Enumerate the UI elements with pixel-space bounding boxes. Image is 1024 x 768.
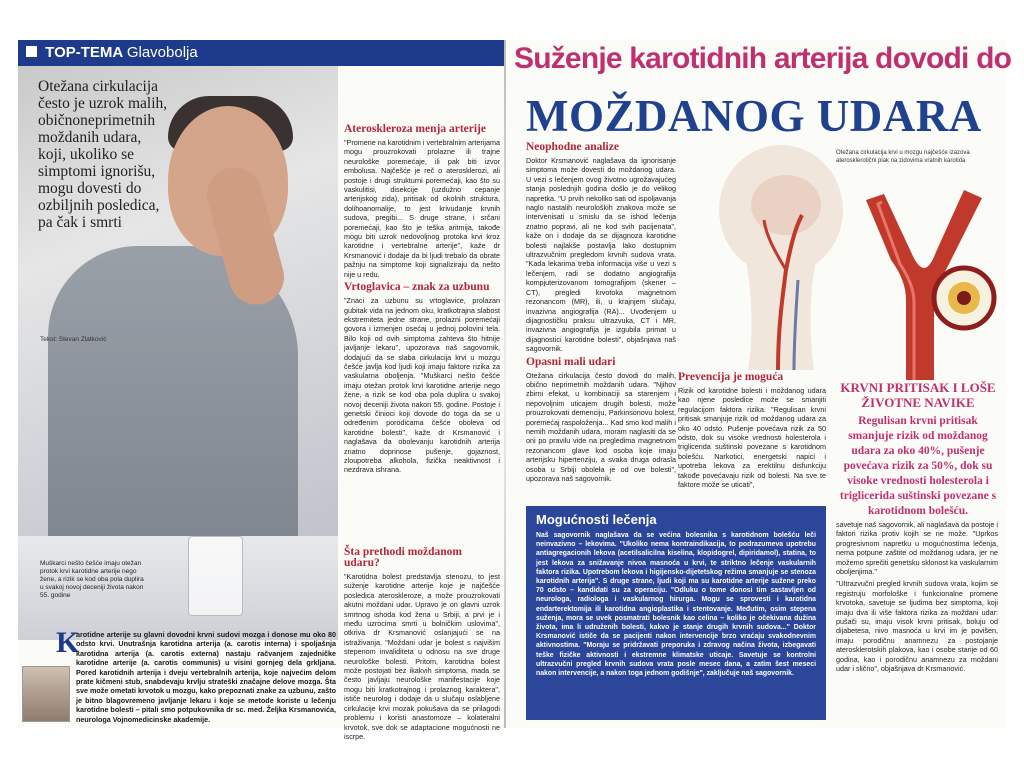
right-column-1 (526, 140, 676, 486)
author-credit: Tekst: Stevan Zlatković (40, 336, 107, 343)
paragraph: Otežana cirkulacija često dovodi do malih, obično neprimetnih moždanih udara. "Njihov zbirni efekat, u kombinaciji sa starenjem i nepovoljnim uticajem drugih bolesti, može prouzrokovati demenciju, Parkinsonovu bolest, poremećaj raspoloženja... Kad smo kod malih i nemih moždanih udara, moram naglasiti da se oni po pravilu vide na pregledima magnetnom rezonancom glave kod osoba koje imaju arterijsku hipertenziju, a svaka druga odrasla osoba u Srbiji oboleła je od ove bolesti", upozorava naš sagovornik. (526, 370, 676, 483)
section-header (18, 40, 504, 66)
subheading: Ateroskleroza menja arterije (344, 123, 486, 135)
right-column-3 (836, 520, 998, 677)
paragraph: "Promene na karotidnim i vertebralnim arterijama mogu prouzrokovati prolazne ili trajne neurološke poremećaje, ili pak biti izvor embolusa. Najčešće je reč o aterosklerozi, ali postoje i drugi strukturni poremećaji, kao što su vaskulitisi, disekcije (uzdužno cepanje arterijskog zida), pritisak od okolnih struktura, dolihoanomalije, to jest krivudanje krvnih sudova, pregibi... S druge strane, i srčani poremećaji, kao što je teška aritmija, takođe mogu biti uzrok nedovoljnog protoka krvi kroz karotidne i vertebralne arterije", kaže dr Krsmanović i dodaje da bi ljudi trebalo da obrate pažnju na simptome koji signaliziraju da nešto nije u redu. (344, 138, 500, 279)
paragraph: "Karotidna bolest predstavlja stenozu, to jest suženje karotidne arterije koje je najčešće posledica ateroskleroze, a može prouzrokovati akutni moždani udar. Upravo je on glavni uzrok smrtnog ishoda kod žena u Srbiji, a prvi je i među uzrocima smrti u bolničkim uslovima", otkriva dr Krsmanović oslanjajući se na istraživanja. "Moždani udar je bolest s najvišim stepenom invaliditeta u odnosu na sve druge neurološke bolesti. Pritom, karotidna bolest može postojati bez ikakvih simptoma, mada se često javljaju neurološke manifestacije koje mogu biti kratkotrajnog i prolaznog karaktera", ističe neurolog i dodaje da u slučaju oslabljene cirkulacije krvi mozak pokušava da se prilagodi problemu i koristi anastomoze – kolateralni krvotok, sve dok se adaptacione mogućnosti ne iscrpe. (344, 572, 500, 741)
left-column-2 (344, 122, 500, 478)
subheading: Opasni mali udari (526, 355, 616, 368)
water-glass-icon (188, 536, 243, 616)
subheading: Prevencija je moguća (678, 371, 784, 383)
treatment-box-heading: Mogućnosti lečenja (536, 512, 657, 527)
right-column-2 (678, 370, 826, 492)
headline-line-1: Suženje karotidnih arterija dovodi do (514, 42, 1012, 75)
carotid-plaque-illustration (836, 180, 1006, 380)
lead-text: arotidne arterije su glavni dovodni krvni sudovi mozga i donose mu oko 80 odsto krvi. Unutrašnja karotidna arterija (a. carotis interna) i spoljašnja karotidna arterija (a. carotis externa) nastaju račvanjem zajedničke karotidne arterije (a. carotis communis) u visini gornjeg dela grkljana. Pored karotidnih arterija i dveju vertebralnih arterija, koje najvećim delom prate kičmeni stub, snabdevaju krvlju strateški značajne delove mozga. Šta sve može ometati krvotok u mozgu, kako prepoznati znake za uzbunu, zašto je bitno blagovremeno javljanje lekaru i koje se metode koriste u lečenju karotidne bolesti – pitali smo potpukovnika dr sc. med. Željka Krsmanovića, neurologa Vojnomedicinske akademije. (76, 630, 336, 724)
headline-line-2: MOŽDANOG UDARA (526, 91, 982, 141)
left-column-3 (344, 545, 500, 744)
paragraph: Doktor Krsmanović naglašava da ignorisanje simptoma može dovesti do moždanog udara. U vezi s lečenjem ovog životno ugrožavajućeg stanja poslednjih godina došlo je do velikog napretka. "U prvih nekoliko sati od ispoljavanja naglo nastalih neuroloških znakova može se intervenisati u smislu da se ishod lečenja znatno popravi, ali ne kod svih pacijenata", kaže on i dodaje da se dijagnoza karotidne bolesti najlakše postavlja lako dostupnim ultrazvučnim pregledom krvnih sudova vrata. "Kada lekarima treba informacija više u vezi s lečenjem, radi se dodatno angiografija kompjuterizovanom tomografijom (skener – CT), pregledi krvotoka magnetnom rezonancom (MR), ili, u krajnjem slučaju, invazivna angiografija (RA)... Uvođenjem u dijagnostičku praksu ultrazvuka, CT i MR, invazivna angiografija je izgubila primat u dijagnostici karotidne bolesti", objašnjava naš sagovornik. (526, 156, 676, 354)
illustration-caption: Otežana cirkulacija krvi u mozgu najčešće izazova aterosklerotični plak na zidovima vratnih karotida (836, 150, 970, 164)
treatment-box (526, 506, 826, 720)
square-bullet-icon (26, 46, 37, 57)
paragraph: "Znaci za uzbunu su vrtoglavice, prolazan gubitak vida na jednom oku, kratkotrajna slabost ekstremiteta jedne strane, prolazni poremećaji govora i izmenjen osećaj u jednoj polovini tela. Bilo koji od ovih simptoma zahteva što hitnije javljanje lekaru", upozorava naš sagovornik, dodajući da se slaba cirkulacija krvi u mozgu češće javlja kod ljudi koji imaju faktore rizika za vaskularna oboljenja. "Muškarci nešto češće imaju otežan protok krvi karotidne arterije nego žene, a rizik se kod oba pola duplira u svakoj novoj deceniji života nakon 55. godine. Postoje i genetski činioci koji dovode do toga da se u određenim porodicama češće oboleva od karotidne bolesti", kaže dr Krsmanović i naglašava da obolevanju karotidnih arterija znatno doprinose pušenje, gojaznost, zloupotreba alkohola, fizička neaktivnost i nezdrava ishrana. (344, 296, 500, 475)
paragraph: "Ultrazvučni pregled krvnih sudova vrata, kojim se registruju morfološke i funkcionalne promene krvotoka, savetuje se ljudima bez simptoma, koji imaju dva ili više faktora rizika za moždani udar: pušači su, imaju visok krvni pritisak, boluju od dijabetesa, nivo masnoća u krvi im je povišen, imaju porodičnu anamnezu za postojanje aterosklerotskih plakova, kao i osobe starije od 60 godina, kao i porodičnu anamnezu za moždani udar i slično", objašnjava dr Krsmanović. (836, 579, 998, 674)
pull-quote-text: Regulisan krvni pritisak smanjuje rizik od moždanog udara za oko 40%, pušenje povećava rizik za 50%, dok su visoke vrednosti holesterola i triglicerida suštinski povezane s karotidnom bolešću. (839, 415, 997, 517)
pull-quote (838, 380, 998, 519)
dropcap: K (56, 626, 80, 659)
paragraph: savetuje naš sagovornik, ali naglašava da postoje i faktori rizika protiv kojih se ne može. "Uprkos progresivnom napretku u mogućnostima lečenja, nema potpune zaštite od moždanog udara, jer ne možemo sprečiti genetsku sklonost ka vaskularnim oboljenjima." (836, 520, 998, 577)
subheading: Vrtoglavica – znak za uzbunu (344, 281, 490, 294)
section-label: TOP-TEMA (45, 44, 123, 61)
section-sub: Glavobolja (126, 44, 198, 61)
left-page (18, 40, 504, 741)
head-neck-artery-illustration (686, 140, 846, 370)
paragraph: Rizik od karotidne bolesti i moždanog udara kao njene posledice može se smanjiti regulacijom faktora rizika. "Regulisan krvni pritisak smanjuje rizik od moždanog udara za oko 40 odsto. Pušenje povećava rizik za 50 odsto, dok su visoke vrednosti holesterola i triglicerida suštinski povezane s karotidnom bolešću. Narkotici, energetski napici i upotreba lekova za erektilnu disfunkciju takođe povećavaju rizik od bolesti. Na sve te faktore može se uticati", (678, 386, 826, 490)
lead-block (18, 626, 338, 728)
pull-quote-heading: KRVNI PRITISAK I LOŠE ŽIVOTNE NAVIKE (840, 380, 996, 410)
treatment-box-text: Naš sagovornik naglašava da se većina bolesnika s karotidnom bolešću leči neinvazivno – lekovima. "Ukoliko nema kontraindikacija, to podrazumeva upotrebu antiagregacionih lekova (acetilsalicilna kiselina, klopidogrel, dipiridamol), statina, to jest lekova za snižavanje nivoa masnoća u krvi, te striktno lečenje vaskularnih faktora rizika. Upotrebom lekova i higijensko-dijetetskog režima smanjuje se stenoza karotidnih arterija". S druge strane, ljudi koji ma su karotidne arterije sužene preko 70 odsto – kandidati su za operaciju. "Odluku o tome donosi tim sastavljen od neurologa, radiologa i vaskularnog hirurga. Mogu se sprovesti i karotidna endarterektomija ili karotidna angioplastika i stentovanje. Međutim, osim stepena suženja, mora se uvek posmatrati bolesnik kao celina – koliko je očekivana dužina života, ima li udruženih bolesti, kakvo je stanje drugih krvnih sudova..." Doktor Krsmanović ističe da se pacijenti nakon intervencije brzo vraćaju svakodnevnim aktivnostima. "Moraju se pridržavati preporuka i zdravog načina života, izbegavati teške fizičke aktivnosti i ekstremne klimatske uticaje. Savetuje se kontrolni ultrazvučni pregled krvnih sudova vrata posle mesec dana, a zatim šest meseci nakon intervencije, a nakon toga jednom godišnje", zaključuje naš sagovornik. (536, 532, 816, 678)
subheading: Neophodne analize (526, 141, 619, 153)
intro-text: Otežana cirkulacija često je uzrok malih, običnoneprimetnih moždanih udara, koji, ukoliko se simptomi ignorišu, mogu dovesti do ozbiljnih posledica, pa čak i smrti (38, 78, 168, 231)
subheading: Šta prethodi moždanom udaru? (344, 546, 462, 569)
right-page (506, 40, 1012, 728)
photo-caption: Muškarci nešto češće imaju otežan protok krvi karotidne arterije nego žene, a rizik se kod oba pola duplira u svakoj novoj deceniji života nakon 55. godine (40, 560, 144, 599)
doctor-portrait (22, 666, 70, 722)
